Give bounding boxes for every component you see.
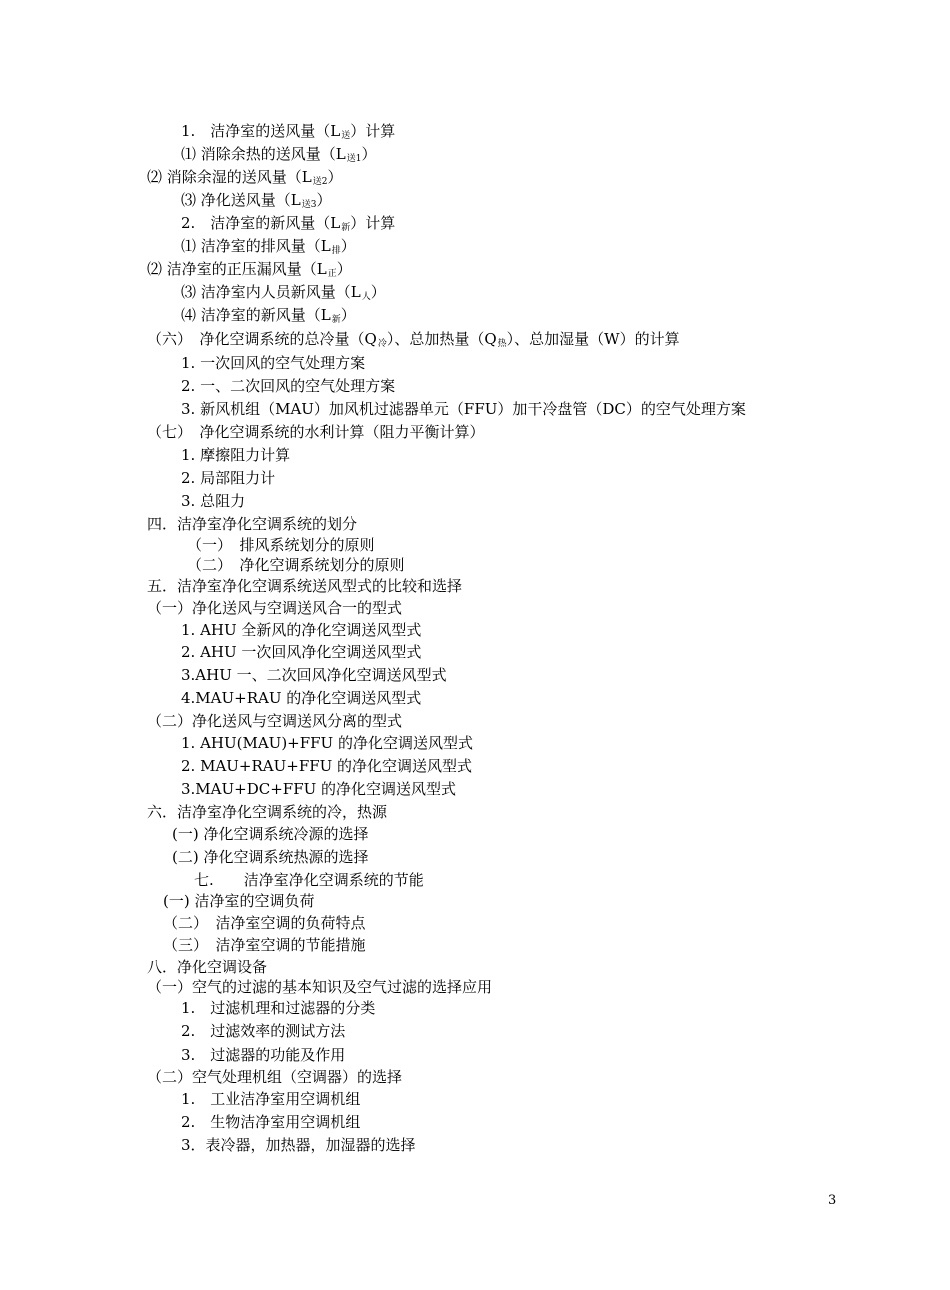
outline-line: 1. 工业洁净室用空调机组 bbox=[181, 1090, 361, 1108]
chapter-heading: 五．洁净室净化空调系统送风型式的比较和选择 bbox=[147, 577, 463, 595]
chapter-heading: 四．洁净室净化空调系统的划分 bbox=[147, 515, 358, 533]
outline-line: 1. 摩擦阻力计算 bbox=[181, 446, 291, 464]
outline-line: 2. 一、二次回风的空气处理方案 bbox=[181, 377, 396, 395]
outline-line: 1. 一次回风的空气处理方案 bbox=[181, 354, 366, 372]
outline-line: ⑶ 洁净室内人员新风量$(L_人)$ bbox=[181, 283, 386, 302]
outline-line: ⑴ 洁净室的排风量$(L_排)$ bbox=[181, 237, 356, 256]
outline-line: ⑵ 洁净室的正压漏风量$(L_正)$ bbox=[147, 260, 352, 279]
outline-line: 2. 生物洁净室用空调机组 bbox=[181, 1113, 361, 1131]
section-heading: （一）空气的过滤的基本知识及空气过滤的选择应用 bbox=[147, 978, 493, 996]
chapter-heading: 七. 洁净室净化空调系统的节能 bbox=[194, 871, 424, 889]
outline-line: 1. AHU(MAU)+FFU 的净化空调送风型式 bbox=[181, 734, 473, 752]
outline-line: 3．表冷器，加热器，加湿器的选择 bbox=[181, 1136, 416, 1154]
outline-line: ⑴ 消除余热的送风量$(L_{送1})$ bbox=[181, 145, 377, 164]
outline-line: 3.AHU 一、二次回风净化空调送风型式 bbox=[181, 666, 447, 684]
outline-line: 3. 总阻力 bbox=[181, 492, 246, 510]
section-heading: （二）空气处理机组（空调器）的选择 bbox=[147, 1068, 403, 1086]
outline-line: 2. AHU 一次回风净化空调送风型式 bbox=[181, 643, 422, 661]
section-heading: (二) 净化空调系统热源的选择 bbox=[172, 848, 369, 866]
outline-line: 3. 过滤器的功能及作用 bbox=[181, 1046, 346, 1064]
outline-line: 1. 洁净室的送风量$(L_送)$计算 bbox=[181, 122, 396, 141]
outline-line: ⑶ 净化送风量$(L_{送3})$ bbox=[181, 191, 332, 210]
section-heading: （三） 洁净室空调的节能措施 bbox=[163, 936, 366, 954]
outline-line: 2. MAU+RAU+FFU 的净化空调送风型式 bbox=[181, 757, 473, 775]
outline-line: ⑵ 消除余湿的送风量$(L_{送2})$ bbox=[147, 168, 343, 187]
section-heading: (一) 净化空调系统冷源的选择 bbox=[172, 825, 369, 843]
page-number: 3 bbox=[828, 1193, 837, 1208]
section-heading: （一） 排风系统划分的原则 bbox=[187, 536, 375, 554]
outline-line: 2. 过滤效率的测试方法 bbox=[181, 1022, 346, 1040]
chapter-heading: 八．净化空调设备 bbox=[147, 958, 268, 976]
outline-line: 1. 过滤机理和过滤器的分类 bbox=[181, 999, 376, 1017]
outline-line: 2. 局部阻力计 bbox=[181, 469, 276, 487]
section-heading: （六） 净化空调系统的总冷量$(Q_冷)$、总加热量$(Q_热)$、总加湿量（W）的计算 bbox=[147, 330, 680, 349]
outline-line: 3. 新风机组（MAU）加风机过滤器单元（FFU）加干冷盘管（DC）的空气处理方案 bbox=[181, 400, 746, 418]
section-heading: （一）净化送风与空调送风合一的型式 bbox=[147, 599, 403, 617]
chapter-heading: 六．洁净室净化空调系统的冷，热源 bbox=[147, 803, 388, 821]
outline-line: ⑷ 洁净室的新风量$(L_新)$ bbox=[181, 306, 356, 325]
section-heading: （七） 净化空调系统的水利计算（阻力平衡计算） bbox=[147, 423, 485, 441]
outline-line: 3.MAU+DC+FFU 的净化空调送风型式 bbox=[181, 780, 457, 798]
outline-line: 1. AHU 全新风的净化空调送风型式 bbox=[181, 621, 422, 639]
section-heading: (一) 洁净室的空调负荷 bbox=[163, 892, 315, 910]
outline-line: 4.MAU+RAU 的净化空调送风型式 bbox=[181, 689, 422, 707]
outline-line: 2. 洁净室的新风量$(L_新)$计算 bbox=[181, 214, 396, 233]
section-heading: （二）净化送风与空调送风分离的型式 bbox=[147, 712, 403, 730]
section-heading: （二） 洁净室空调的负荷特点 bbox=[163, 914, 366, 932]
section-heading: （二） 净化空调系统划分的原则 bbox=[187, 556, 405, 574]
